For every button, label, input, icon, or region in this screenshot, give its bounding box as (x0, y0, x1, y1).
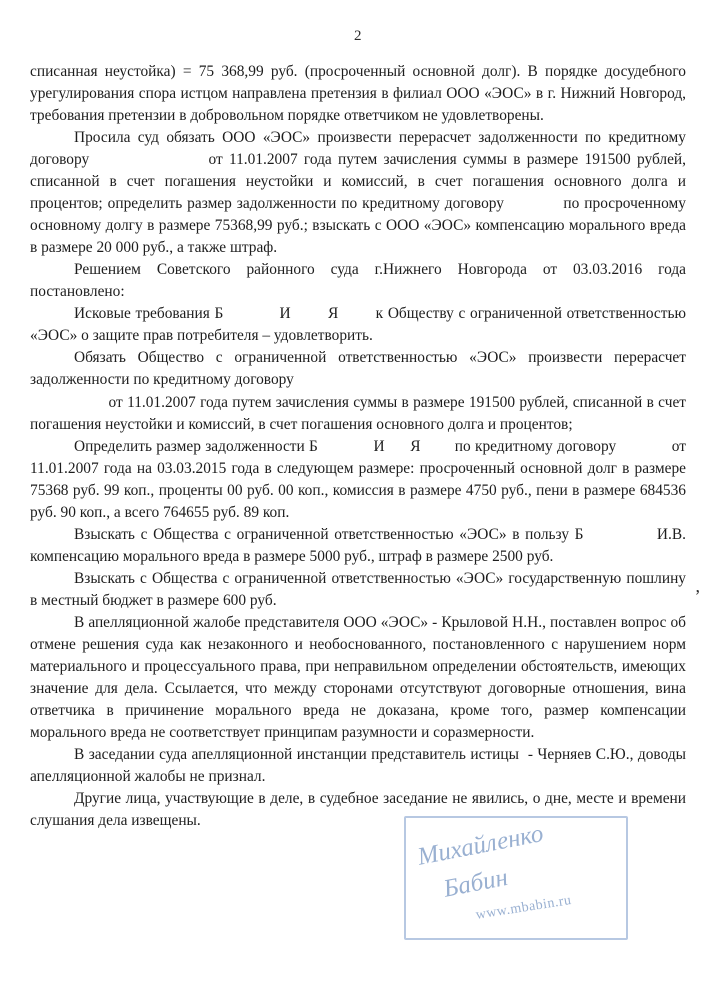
paragraph: Обязать Общество с ограниченной ответственностью «ЭОС» произвести перерасчет задолженности по кредитному договору (30, 349, 690, 389)
paragraph: В заседании суда апелляционной инстанции представитель истицы - Черняев С.Ю., доводы апелляционной жалобы не признал. (30, 746, 690, 785)
paragraph: В апелляционной жалобе представителя ООО «ЭОС» - Крыловой Н.Н., поставлен вопрос об отмене решения суда как незаконного и необоснованного, постановленного с нарушением норм материального и процессуального права, при неправильном определении обстоятельств, имеющих значение для дела. Ссылается, что между сторонами отсутствуют договорные отношения, вина ответчика в причинение морального вреда не доказана, кроме того, размер компенсации морального вреда не соответствует принципам разумности и соразмерности. (30, 614, 690, 741)
paragraph: Просила суд обязать ООО «ЭОС» произвести перерасчет задолженности по кредитному договору от 11.01.2007 года путем зачисления суммы в размере 191500 рублей, списанной в счет погашения неустойки и комиссий, в счет погашения основного долга и процентов; определить размер задолженности по кредитному договору по просроченному основному долгу в размере 75368,99 руб.; взыскать с ООО «ЭОС» компенсацию морального вреда в размере 20 000 руб., а также штраф. (30, 129, 690, 256)
stamp-line-1: Михайленко (415, 819, 546, 871)
paragraph: Взыскать с Общества с ограниченной ответственностью «ЭОС» государственную пошлину в местный бюджет в размере 600 руб. (30, 570, 690, 609)
stamp-border (404, 816, 628, 940)
paragraph: от 11.01.2007 года путем зачисления суммы в размере 191500 рублей, списанной в счет погашения неустойки и комиссий, в счет погашения основного долга и процентов; (30, 393, 690, 433)
document-body (30, 61, 690, 832)
paragraph: Решением Советского районного суда г.Нижнего Новгорода от 03.03.2016 года постановлено: (30, 260, 690, 300)
paragraph: Другие лица, участвующие в деле, в судебное заседание не явились, о дне, месте и времени слушания дела извещены. (30, 790, 690, 830)
page-number: 2 (354, 28, 362, 44)
margin-mark: , (695, 576, 700, 596)
stamp-line-2: Бабин (441, 863, 511, 903)
paragraph: Определить размер задолженности Б И Я по кредитному договору от 11.01.2007 года на 03.03.2015 года в следующем размере: просроченный основной долг в размере 75368 руб. 99 коп., проценты 00 руб. 00 коп., комиссия в размере 4750 руб., пени в размере 684536 руб. 90 коп., а всего 764655 руб. 89 коп. (30, 437, 690, 521)
paragraph: списанная неустойка) = 75 368,99 руб. (просроченный основной долг). В порядке досудебного урегулирования спора истцом направлена претензия в филиал ООО «ЭОС» в г. Нижний Новгород, требования претензии в добровольном порядке ответчиком не удовлетворены. (30, 63, 690, 124)
paragraph: Взыскать с Общества с ограниченной ответственностью «ЭОС» в пользу Б И.В. компенсацию морального вреда в размере 5000 руб., штраф в размере 2500 руб. (30, 525, 690, 565)
stamp-line-3: www.mbabin.ru (474, 892, 573, 923)
paragraph: Исковые требования Б И Я к Обществу с ограниченной ответственностью «ЭОС» о защите прав потребителя – удовлетворить. (30, 305, 690, 344)
